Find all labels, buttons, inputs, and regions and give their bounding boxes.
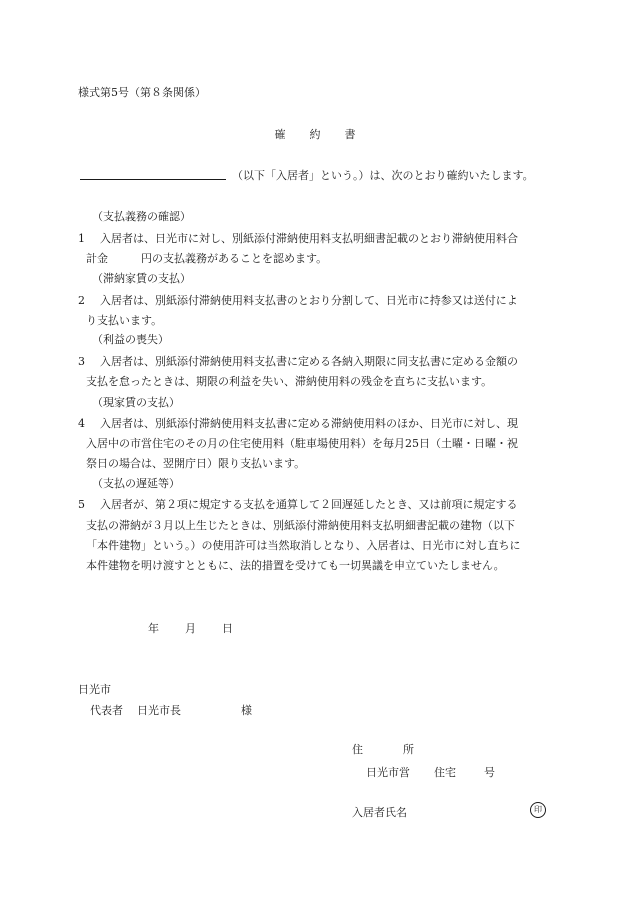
section-5-line-2: 支払の滞納が３月以上生じたときは、別紙添付滞納使用料支払明細書記載の建物（以下: [86, 519, 515, 532]
section-2-number: 2: [78, 294, 85, 307]
recipient-representative: [90, 702, 252, 718]
seal-mark: 印: [530, 802, 546, 818]
section-2-line-2: り支払います。: [86, 314, 163, 327]
address-label: 住 所: [352, 743, 414, 756]
section-5-line-4: 本件建物を明け渡すとともに、法的措置を受けても一切異議を申立ていたしません。: [86, 559, 505, 572]
rep-title: 日光市長: [137, 704, 181, 717]
section-4-heading: （現家賃の支払）: [92, 396, 180, 409]
intro-text: （以下「入居者」という。）は、次のとおり確約いたします。: [232, 169, 534, 182]
section-1-line-1: 1 入居者は、日光市に対し、別紙添付滞納使用料支払明細書記載のとおり滞納使用料合: [78, 232, 518, 245]
section-3-number: 3: [78, 355, 85, 368]
resident-name-label: 入居者氏名: [352, 806, 407, 819]
title-char-1: 確: [274, 128, 286, 141]
title-char-3: 書: [344, 128, 356, 141]
date-row: [148, 620, 233, 636]
date-year: 年: [148, 622, 159, 635]
section-3-line-2: 支払を怠ったときは、期限の利益を失い、滞納使用料の残金を直ちに支払います。: [86, 375, 493, 388]
document-title: [0, 126, 630, 142]
section-4-line-1: 4 入居者は、別紙添付滞納使用料支払書に定める滞納使用料のほか、日光市に対し、現: [78, 417, 518, 430]
section-1-line-2: 計金 円の支払義務があることを認めます。: [86, 252, 328, 265]
section-4-line-2: 入居中の市営住宅のその月の住宅使用料（駐車場使用料）を毎月25日（土曜・日曜・祝: [86, 437, 518, 450]
title-char-2: 約: [309, 128, 321, 141]
number-label: 号: [484, 766, 495, 779]
section-5-heading: （支払の遅延等）: [92, 477, 180, 490]
date-month: 月: [185, 622, 196, 635]
form-id: 様式第5号（第８条関係）: [78, 86, 206, 99]
section-3-heading: （利益の喪失）: [92, 333, 169, 346]
section-5-number: 5: [78, 498, 85, 511]
recipient-city: 日光市: [78, 683, 111, 696]
housing-label: 日光市営: [366, 766, 410, 779]
rep-honorific: 様: [241, 704, 252, 717]
section-2-heading: （滞納家賃の支払）: [92, 272, 191, 285]
section-2-line-1: 2 入居者は、別紙添付滞納使用料支払書のとおり分割して、日光市に持参又は送付によ: [78, 294, 518, 307]
section-4-line-3: 祭日の場合は、翌開庁日）限り支払います。: [86, 457, 306, 470]
address-value: [366, 764, 495, 780]
section-4-number: 4: [78, 417, 85, 430]
section-5-line-1: 5 入居者が、第２項に規定する支払を通算して２回遅延したとき、又は前項に規定する: [78, 498, 518, 511]
date-day: 日: [222, 622, 233, 635]
section-1-heading: （支払義務の確認）: [92, 210, 191, 223]
section-1-number: 1: [78, 232, 85, 245]
name-blank-line: [80, 179, 226, 180]
rep-label: 代表者: [90, 704, 123, 717]
section-5-line-3: 「本件建物」という。）の使用許可は当然取消しとなり、入居者は、日光市に対し直ちに: [86, 539, 521, 552]
house-label: 住宅: [434, 766, 456, 779]
section-3-line-1: 3 入居者は、別紙添付滞納使用料支払書に定める各納入期限に同支払書に定める金額の: [78, 355, 518, 368]
